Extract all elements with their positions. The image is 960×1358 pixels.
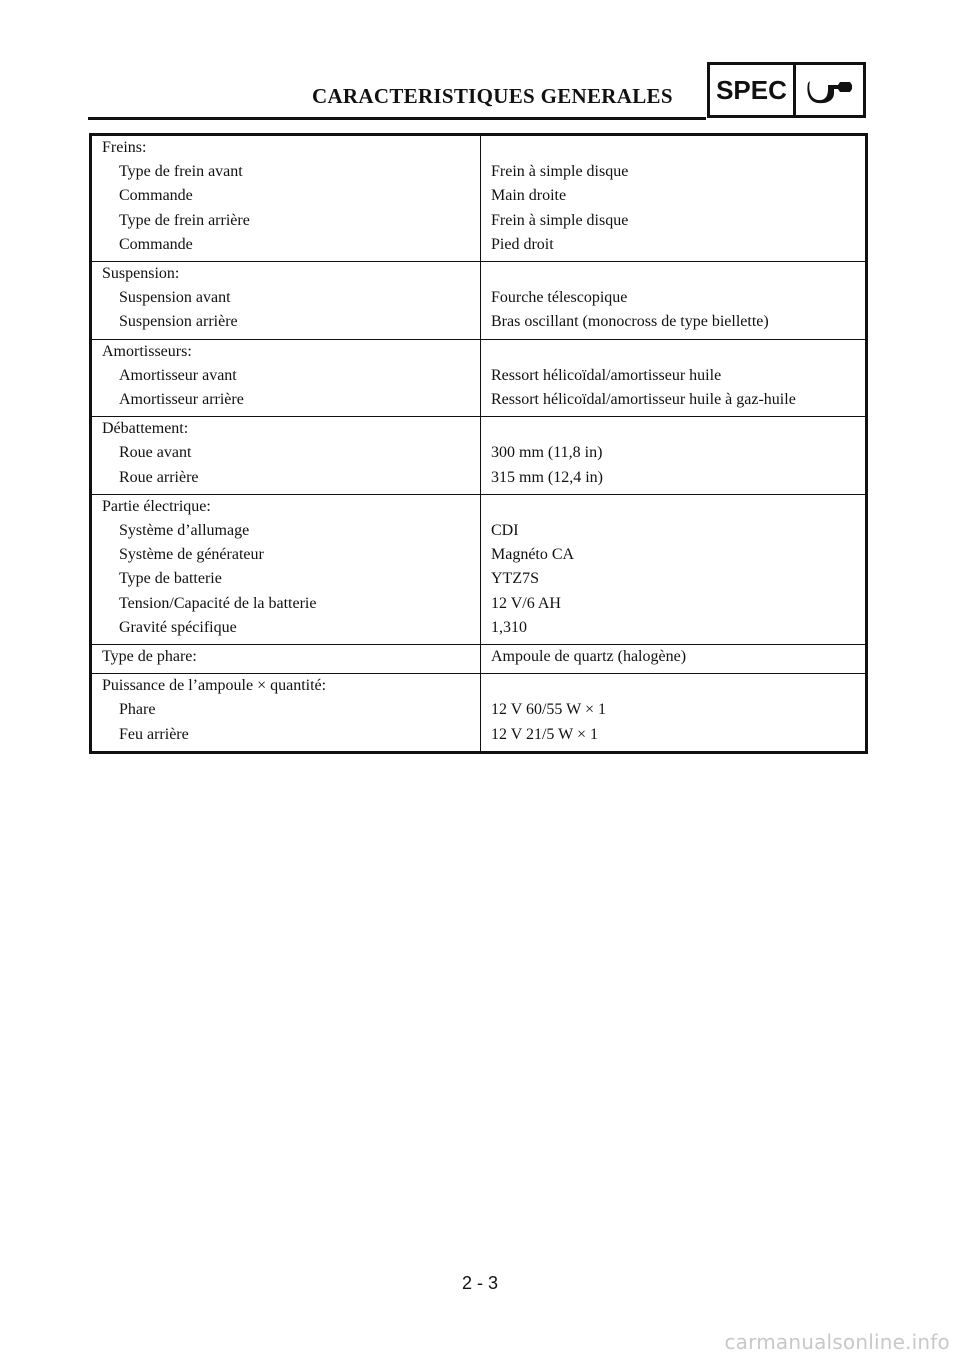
spec-value: Ressort hélicoïdal/amortisseur huile: [491, 366, 722, 384]
spec-group-debattement: [91, 417, 867, 495]
spec-value: Fourche télescopique: [491, 289, 628, 307]
spec-label: Système d’allumage: [119, 522, 250, 540]
spec-values: [481, 417, 867, 495]
spec-label: Type de batterie: [119, 570, 222, 588]
spec-values: [481, 494, 867, 644]
spec-value: CDI: [491, 522, 519, 540]
spec-label: Commande: [119, 235, 193, 253]
group-heading: Puissance de l’ampoule × quantité:: [102, 677, 327, 695]
spec-value: Main droite: [491, 187, 567, 205]
spec-value: Frein à simple disque: [491, 211, 629, 229]
spec-label: Type de frein arrière: [119, 211, 250, 229]
wrench-icon: [796, 65, 863, 115]
spec-value: 12 V 60/55 W × 1: [491, 701, 606, 719]
spec-value: YTZ7S: [491, 570, 539, 588]
spec-labels: [91, 135, 481, 262]
spec-group-amortisseurs: [91, 339, 867, 417]
spec-label: Amortisseur avant: [119, 366, 237, 384]
spec-label: Commande: [119, 187, 193, 205]
spec-value: 12 V 21/5 W × 1: [491, 725, 598, 743]
spec-table: [89, 133, 868, 754]
spec-labels: [91, 262, 481, 340]
spec-label: Amortisseur arrière: [119, 391, 244, 409]
spec-label: Feu arrière: [119, 725, 189, 743]
spec-value: 12 V/6 AH: [491, 594, 561, 612]
spec-value: Bras oscillant (monocross de type biellette): [491, 313, 769, 331]
spec-group-suspension: [91, 262, 867, 340]
spec-value: Magnéto CA: [491, 546, 575, 564]
spec-group-ampoule: [91, 674, 867, 753]
spec-group-electrique: [91, 494, 867, 644]
spec-value: 300 mm (11,8 in): [491, 444, 603, 462]
spec-group-phare: [91, 645, 867, 674]
spec-label: Roue arrière: [119, 468, 199, 486]
spec-label: Système de générateur: [119, 546, 264, 564]
spec-labels: [91, 674, 481, 753]
group-heading: Suspension:: [102, 265, 180, 283]
spec-label: SPEC: [710, 65, 796, 115]
spec-label: Gravité spécifique: [119, 618, 237, 636]
spec-label: Roue avant: [119, 444, 192, 462]
spec-value: Ampoule de quartz (halogène): [491, 648, 687, 666]
header-rule: [88, 117, 706, 120]
spec-values: [481, 674, 867, 753]
spec-value: 315 mm (12,4 in): [491, 468, 603, 486]
spec-value: 1,310: [491, 618, 527, 636]
spec-group-freins: [91, 135, 867, 262]
spec-label: Tension/Capacité de la batterie: [119, 594, 317, 612]
spec-value: Pied droit: [491, 235, 554, 253]
page-title: CARACTERISTIQUES GENERALES: [312, 84, 673, 108]
spec-value: Frein à simple disque: [491, 163, 629, 181]
spec-values: [481, 135, 867, 262]
group-heading: Amortisseurs:: [102, 342, 192, 360]
spec-labels: [91, 645, 481, 674]
spec-label: Type de frein avant: [119, 163, 243, 181]
spec-labels: [91, 417, 481, 495]
group-heading: Partie électrique:: [102, 497, 211, 515]
group-heading: Freins:: [102, 139, 147, 156]
group-heading: Type de phare:: [102, 648, 197, 666]
spec-label: Phare: [119, 701, 156, 719]
spec-values: [481, 339, 867, 417]
watermark: carmanualsonline.info: [724, 1330, 950, 1354]
spec-label: Suspension avant: [119, 289, 231, 307]
spec-value: Ressort hélicoïdal/amortisseur huile à gaz-huile: [491, 391, 796, 409]
spec-badge: [707, 62, 866, 118]
page-number: 2 - 3: [461, 1273, 499, 1293]
spec-label: Suspension arrière: [119, 313, 238, 331]
spec-values: [481, 262, 867, 340]
spec-labels: [91, 339, 481, 417]
group-heading: Débattement:: [102, 420, 189, 438]
spec-values: [481, 645, 867, 674]
spec-labels: [91, 494, 481, 644]
